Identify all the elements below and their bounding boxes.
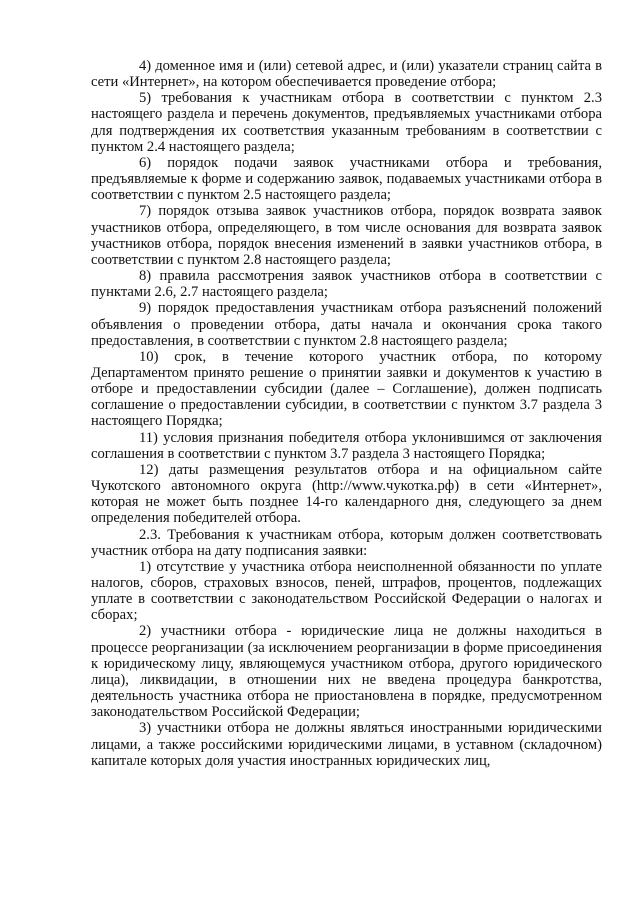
item-7-paragraph: 7) порядок отзыва заявок участников отбора, порядок возврата заявок участников отбора, определяющего, в том числе основания для возврата заявок участников отбора, порядок внесения изменений в заявки участников отбора, в соответствии с пунктом 2.8 настоящего раздела; bbox=[91, 203, 602, 268]
section-2-3-heading-paragraph: 2.3. Требования к участникам отбора, которым должен соответствовать участник отбора на дату подписания заявки: bbox=[91, 526, 602, 559]
item-5-paragraph: 5) требования к участникам отбора в соответствии с пунктом 2.3 настоящего раздела и перечень документов, предъявляемых участниками отбора для подтверждения их соответствия указанным требованиям в соответствии с пунктом 2.4 настоящего раздела; bbox=[91, 90, 602, 155]
item-11-paragraph: 11) условия признания победителя отбора уклонившимся от заключения соглашения в соответствии с пунктом 3.7 раздела 3 настоящего Порядка; bbox=[91, 429, 602, 462]
item-4-paragraph: 4) доменное имя и (или) сетевой адрес, и (или) указатели страниц сайта в сети «Интернет», на котором обеспечивается проведение отбора; bbox=[91, 58, 602, 91]
item-12-paragraph: 12) даты размещения результатов отбора и на официальном сайте Чукотского автономного округа (http://www.чукотка.рф) в сети «Интернет», которая не может быть позднее 14-го календарного дня, следующего за днем определения победителей отбора. bbox=[91, 461, 602, 527]
item-8-paragraph: 8) правила рассмотрения заявок участников отбора в соответствии с пунктами 2.6, 2.7 настоящего раздела; bbox=[91, 268, 602, 301]
requirement-2-paragraph: 2) участники отбора - юридические лица не должны находиться в процессе реорганизации (за исключением реорганизации в форме присоединения к юридическому лицу, являющемуся участником отбора, другого юридического лица), ликвидации, в отношении них не введена процедура банкротства, деятельность участника отбора не приостановлена в порядке, предусмотренном законодательством Российской Федерации; bbox=[91, 623, 602, 721]
item-6-paragraph: 6) порядок подачи заявок участниками отбора и требования, предъявляемые к форме и содержанию заявок, подаваемых участниками отбора в соответствии с пунктом 2.5 настоящего раздела; bbox=[91, 154, 602, 204]
requirement-3-paragraph: 3) участники отбора не должны являться иностранными юридическими лицами, а также российскими юридическими лицами, в уставном (складочном) капитале которых доля участия иностранных юридических лиц, bbox=[91, 720, 602, 769]
item-10-paragraph: 10) срок, в течение которого участник отбора, по которому Департаментом принято решение о принятии заявки и документов к участию в отборе и предоставлении субсидии (далее – Соглашение), должен подписать соглашение о предоставлении субсидии, в соответствии с пунктом 3.7 раздела 3 настоящего Порядка; bbox=[91, 348, 602, 430]
requirement-1-paragraph: 1) отсутствие у участника отбора неисполненной обязанности по уплате налогов, сборов, страховых взносов, пеней, штрафов, процентов, подлежащих уплате в соответствии с законодательством Российской Федерации о налогах и сборах; bbox=[91, 558, 602, 624]
item-9-paragraph: 9) порядок предоставления участникам отбора разъяснений положений объявления о проведении отбора, даты начала и окончания срока такого предоставления, в соответствии с пунктом 2.8 настоящего раздела; bbox=[91, 300, 602, 349]
